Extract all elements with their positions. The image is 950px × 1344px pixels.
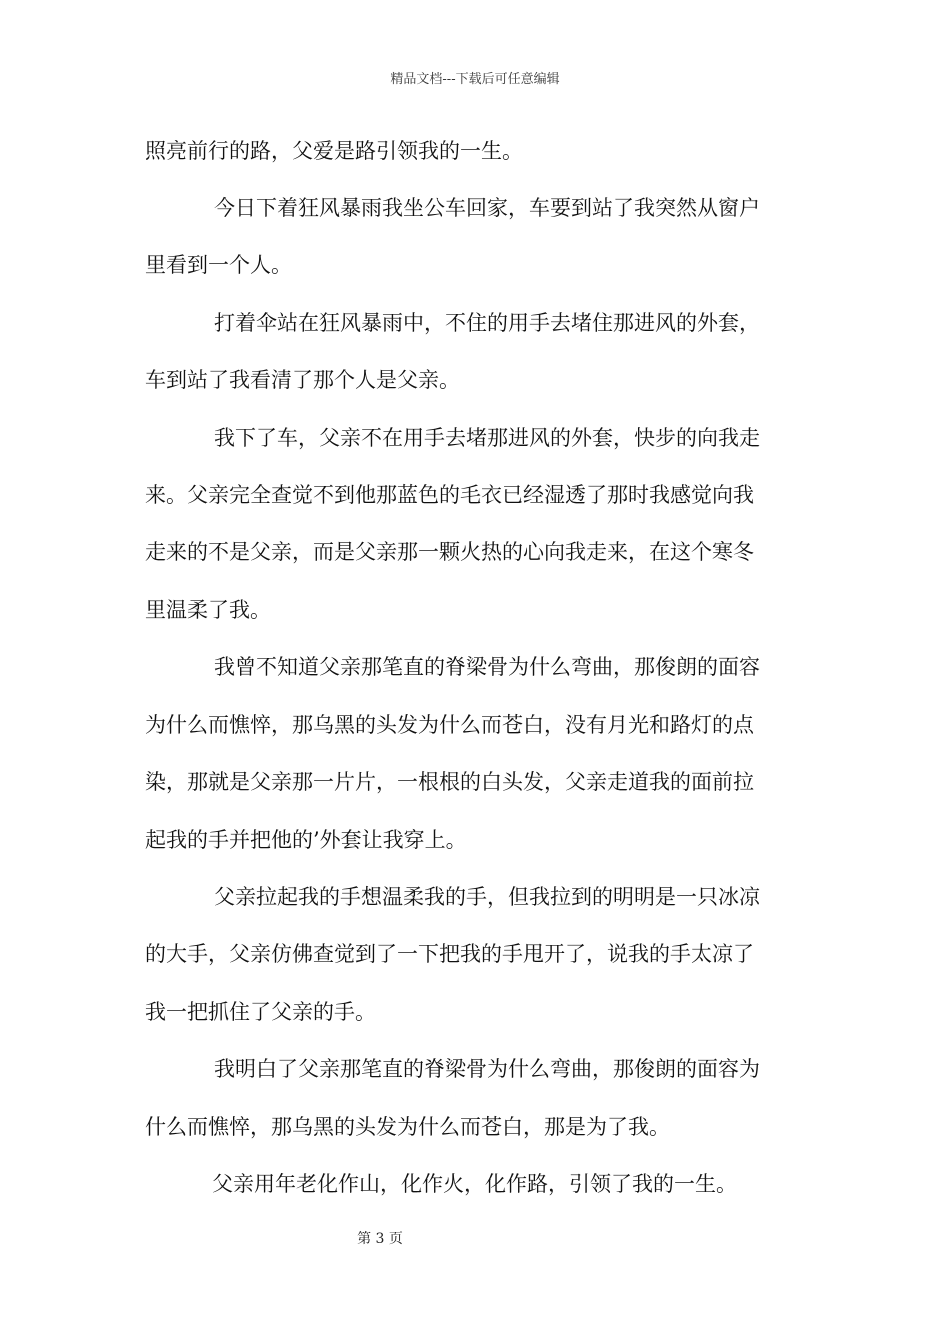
text-line: 父亲用年老化作山，化作火，化作路，引领了我的一生。 xyxy=(212,1172,737,1196)
text-line: 我曾不知道父亲那笔直的脊梁骨为什么弯曲，那俊朗的面容 xyxy=(214,655,760,679)
text-line: 起我的手并把他的’外套让我穿上。 xyxy=(145,828,467,852)
text-line: 里看到一个人。 xyxy=(145,253,292,277)
text-line: 什么而憔悴，那乌黑的头发为什么而苍白，那是为了我。 xyxy=(145,1115,670,1139)
text-line: 打着伞站在狂风暴雨中，不住的用手去堵住那进风的外套， xyxy=(214,311,760,335)
text-line: 我明白了父亲那笔直的脊梁骨为什么弯曲，那俊朗的面容为 xyxy=(214,1057,760,1081)
page-number: 第 3 页 xyxy=(357,1231,403,1247)
text-line: 我一把抓住了父亲的手。 xyxy=(145,1000,376,1024)
text-line: 父亲拉起我的手想温柔我的手，但我拉到的明明是一只冰凉 xyxy=(214,885,760,909)
text-line: 我下了车，父亲不在用手去堵那进风的外套，快步的向我走 xyxy=(214,426,760,450)
text-line: 车到站了我看清了那个人是父亲。 xyxy=(145,368,460,392)
text-line: 染，那就是父亲那一片片，一根根的白头发，父亲走道我的面前拉 xyxy=(145,770,754,794)
text-line: 为什么而憔悴，那乌黑的头发为什么而苍白，没有月光和路灯的点 xyxy=(145,713,754,737)
text-line: 里温柔了我。 xyxy=(145,598,271,622)
text-line: 来。父亲完全查觉不到他那蓝色的毛衣已经湿透了那时我感觉向我 xyxy=(145,483,754,507)
text-line: 的大手，父亲仿佛查觉到了一下把我的手甩开了，说我的手太凉了 xyxy=(145,942,754,966)
text-line: 照亮前行的路，父爱是路引领我的一生。 xyxy=(145,139,523,163)
text-line: 今日下着狂风暴雨我坐公车回家，车要到站了我突然从窗户 xyxy=(214,196,760,220)
page-header: 精品文档---下载后可任意编辑 xyxy=(390,72,560,87)
text-line: 走来的不是父亲，而是父亲那一颗火热的心向我走来，在这个寒冬 xyxy=(145,540,754,564)
